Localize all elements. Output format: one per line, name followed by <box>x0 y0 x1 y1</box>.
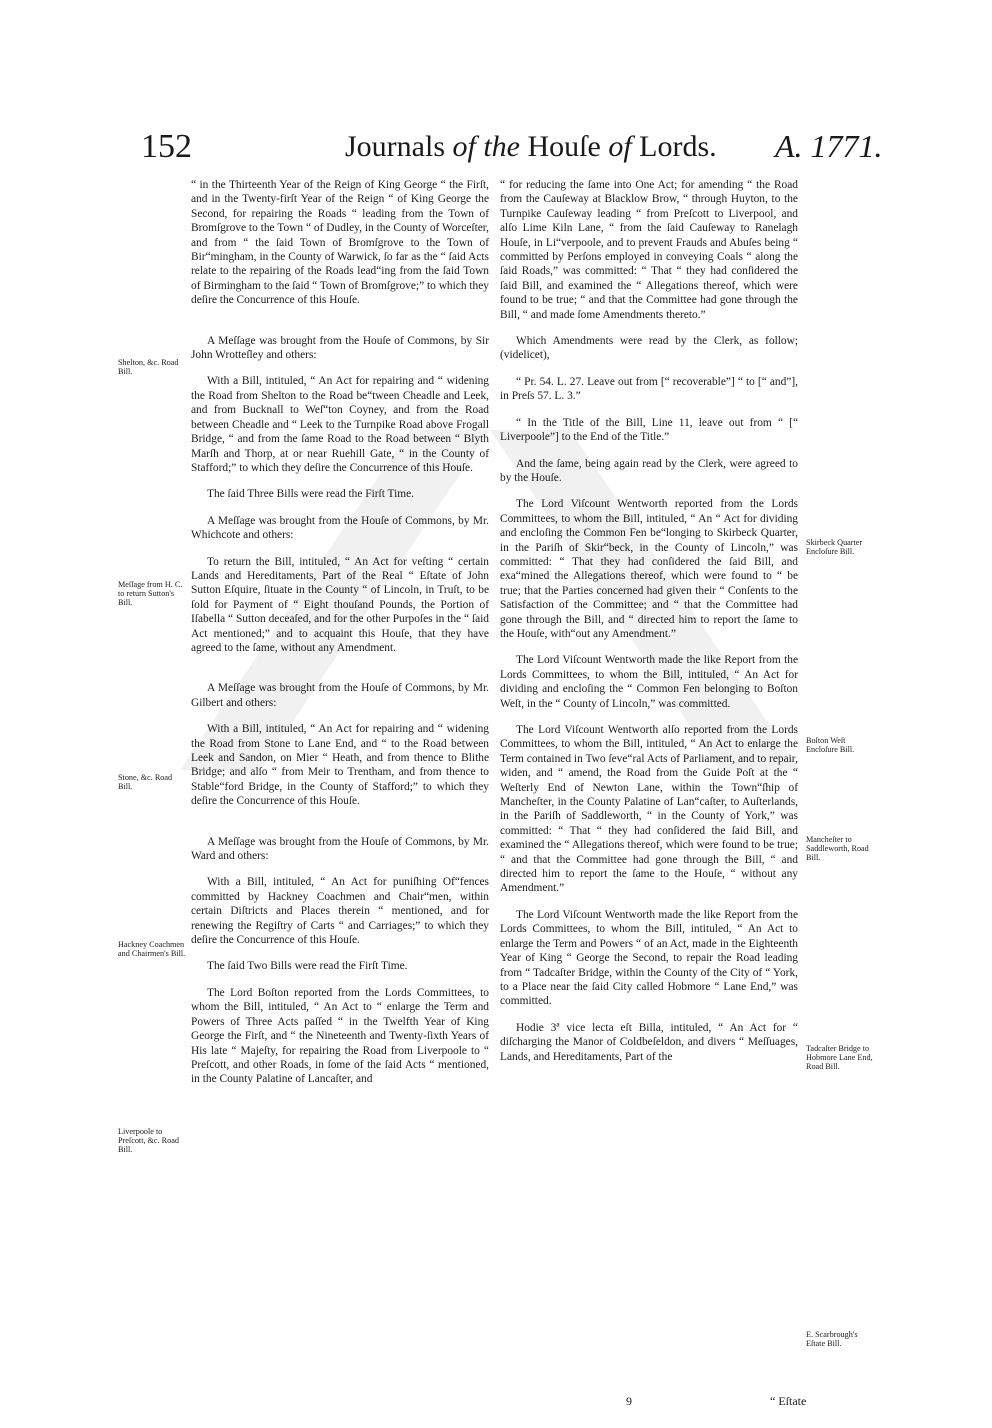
margin-note-tadcaster: Tadcaſter Bridge to Hobmore Lane End, Road Bill. <box>806 1044 873 1071</box>
amendment-one: “ Pr. 54. L. 27. Leave out from [“ recoverable”] “ to [“ and”], in Preſs 57. L. 3.” <box>500 375 798 403</box>
shelton-bill-text: With a Bill, intituled, “ An Act for repairing and “ widening the Road from Shelton to the Road be“tween Cheadle and Leek, and from Bucknall to Weſ“ton Coyney, and from the Road between Cheadle and “ Leek to the Turnpike Road above Frogall Bridge, “ and from the ſame Road to the Road between “ Blyth Marſh and Thorp, at or near Ruehill Gate, “ in the County of Stafford;” to which they deſire the Concurrence of this Houſe. <box>191 375 489 474</box>
margin-note-liverpoole: Liverpoole to Preſcott, &c. Road Bill. <box>118 1127 179 1154</box>
page-number: 152 <box>141 128 192 165</box>
margin-note-stone: Stone, &c. Road Bill. <box>118 773 173 791</box>
tadcaster-report: The Lord Viſcount Wentworth made the like Report from the Lords Committees, to whom the Bill, intituled, “ An Act to enlarge the Term and Powers “ of an Act, made in the Eighteenth Year of King “ George the Second, to repair the Road leading from “ Tadcaſter Bridge, within the County of the City of “ York, to a Place near the ſaid City called Hobmore “ Lane End,” was committed. <box>500 908 798 1008</box>
two-bills-read: The ſaid Two Bills were read the Firſt Time. <box>207 960 408 973</box>
hackney-bill-text: With a Bill, intituled, “ An Act for puniſhing Of“fences committed by Hackney Coachmen and Chair“men, within certain Diſtricts and Places therein “ mentioned, and for renewing the Regiſtry of Carts “ and Carriages;” to which they deſire the Concurrence of this Houſe. <box>191 876 489 947</box>
message-ward: A Meſſage was brought from the Houſe of Commons, by Mr. Ward and others: <box>191 835 489 863</box>
stone-bill-text: With a Bill, intituled, “ An Act for repairing and “ widening the Road from Stone to Lane End, and “ to the Road between Leek and Sandon, on Mier “ Heath, and from thence to Blithe Bridge; and alſo “ from Meir to Trentham, and from thence to Stable“ford Bridge, in the County of Stafford;” to which they deſire the Concurrence of this Houſe. <box>191 723 489 808</box>
left-column <box>191 178 489 1099</box>
boston-report: The Lord Boſton reported from the Lords Committees, to whom the Bill, intituled, “ An Act to “ enlarge the Term and Powers of Three Acts paſſed “ in the Twelfth Year of King George the Firſt, and “ the Nineteenth and Twenty-ſixth Years of His late “ Majeſty, for repairing the Road from Liverpoole to “ Preſcott, and other Roads, in ſome of the ſaid Acts “ mentioned, in the County Palatine of Lancaſter, and <box>191 986 489 1086</box>
right-column <box>500 178 798 1076</box>
message-wrottesley: A Meſſage was brought from the Houſe of Commons, by Sir John Wrotteſley and others: <box>191 334 489 362</box>
margin-note-boston-west: Boſton Weſt Encloſure Bill. <box>806 736 855 754</box>
signature-mark: 9 <box>626 1394 632 1408</box>
three-bills-read: The ſaid Three Bills were read the Firſt Time. <box>207 488 414 501</box>
amendment-two: “ In the Title of the Bill, Line 11, leave out from “ [“ Liverpoole”] to the End of the Title.” <box>500 416 798 444</box>
page-header <box>0 128 992 178</box>
sutton-bill-text: To return the Bill, intituled, “ An Act for veſting “ certain Lands and Hereditaments, Part of the Real “ Eſtate of John Sutton Eſquire, ſituate in the County “ of Lincoln, in Truſt, to be ſold for Payment of “ Eight thouſand Pounds, the Portion of Iſabella “ Sutton deceaſed, and for the other Purpoſes in the “ ſaid Act mentioned;” and to acquaint this Houſe, that they have agreed to the ſame, without any Amendment. <box>191 555 489 654</box>
amendments-agreed: And the ſame, being again read by the Clerk, were agreed to by the Houſe. <box>500 457 798 484</box>
journal-title: Journals of the Houſe of Lords. <box>345 130 717 163</box>
year-label: A. 1771. <box>775 128 883 164</box>
margin-note-hackney: Hackney Coachmen and Chairmen's Bill. <box>118 940 186 958</box>
catchword: “ Eſtate <box>770 1394 807 1408</box>
margin-note-skirbeck: Skirbeck Quarter Encloſure Bill. <box>806 538 863 556</box>
message-whichcote: A Meſſage was brought from the Houſe of Commons, by Mr. Whichcote and others: <box>191 514 489 542</box>
margin-note-sutton: Meſſage from H. C. to return Sutton's Bill. <box>118 580 183 607</box>
amendments-read: Which Amendments were read by the Clerk, as follow; (videlicet), <box>500 335 798 362</box>
continued-bill-text: “ in the Thirteenth Year of the Reign of King George “ the Firſt, and in the Twenty-firſt Year of the Reign “ of King George the Second, for repairing the Roads “ leading from the Town of Bromſgrove to the Town “ of Dudley, in the County of Worceſter, and from “ the ſaid Town of Bromſgrove to the Town of Bir“mingham, in the County of Warwick, ſo far as the “ ſaid Acts relate to the repairing of the Roads lead“ing from the ſaid Town of Birmingham to the ſaid “ Town of Bromſgrove;” to which they deſire the Concurrence of this Houſe. <box>191 179 489 307</box>
skirbeck-report: The Lord Viſcount Wentworth reported from the Lords Committees, to whom the Bill, intituled, “ An “ Act for dividing and encloſing the Common Fen be“longing to Skirbeck Quarter, in the Pariſh of Skir“beck, in the County of Lincoln,” was committed: “ That they had conſidered the ſaid Bill, and exa“mined the Allegations thereof, which were found to “ be true; that the Parties concerned had given their “ Conſents to the Satisfaction of the Committee; and “ that the Committee had gone through the Bill, and “ directed him to report the ſame to the Houſe, with“out any Amendment.” <box>500 498 798 640</box>
scarborough-third-reading: Hodie 3ª vice lecta eſt Billa, intituled, “ An Act for “ diſcharging the Manor of Coldbeſeldon, and divers “ Meſſuages, Lands, and Hereditaments, Part of the <box>500 1021 798 1063</box>
margin-note-scarborough: E. Scarbrough's Eſtate Bill. <box>806 1330 858 1348</box>
liverpoole-bill-continued: “ for reducing the ſame into One Act; for amending “ the Road from the Cauſeway at Blacklow Brow, “ through Huyton, to the Turnpike Cauſeway leading “ from Preſcott to Liverpool, and alſo Lime Kiln Lane, “ from the ſaid Cauſeway to Ranelagh Houſe, in Li“verpoole, and to prevent Frauds and Abuſes being “ committed by Perſons employed in conveying Coals “ along the ſaid Roads,” was committed: “ That “ they had conſidered the ſaid Bill, and examined the “ Allegations thereof, which were found to be true; “ and that the Committee had gone through the Bill, “ and made ſome Amendments thereto.” <box>500 179 798 321</box>
manchester-report: The Lord Viſcount Wentworth alſo reported from the Lords Committees, to whom the Bill, intituled, “ An Act to enlarge the Term contained in Two ſeve“ral Acts of Parliament, and to repair, widen, and “ amend, the Road from the Guide Poſt at the “ Weſterly End of Newton Lane, within the Town“ſhip of Mancheſter, in the County Palatine of Lan“caſter, to Auſterlands, in the Pariſh of Saddleworth, “ in the County of York,” was committed: “ That “ they had conſidered the ſaid Bill, and examined the “ Allegations thereof, which were found to be true; “ and that the Committee had gone through the Bill, “ and directed him to report the ſame to the Houſe, “ without any Amendment.” <box>500 724 798 895</box>
margin-note-manchester: Mancheſter to Saddleworth, Road Bill. <box>806 835 869 862</box>
margin-note-shelton: Shelton, &c. Road Bill. <box>118 358 179 376</box>
message-gilbert: A Meſſage was brought from the Houſe of Commons, by Mr. Gilbert and others: <box>191 682 489 709</box>
boston-west-report: The Lord Viſcount Wentworth made the like Report from the Lords Committees, to whom the Bill, intituled, “ An Act for dividing and encloſing the “ Common Fen belonging to Boſton Weſt, in the “ County of Lincoln,” was committed. <box>500 654 798 710</box>
